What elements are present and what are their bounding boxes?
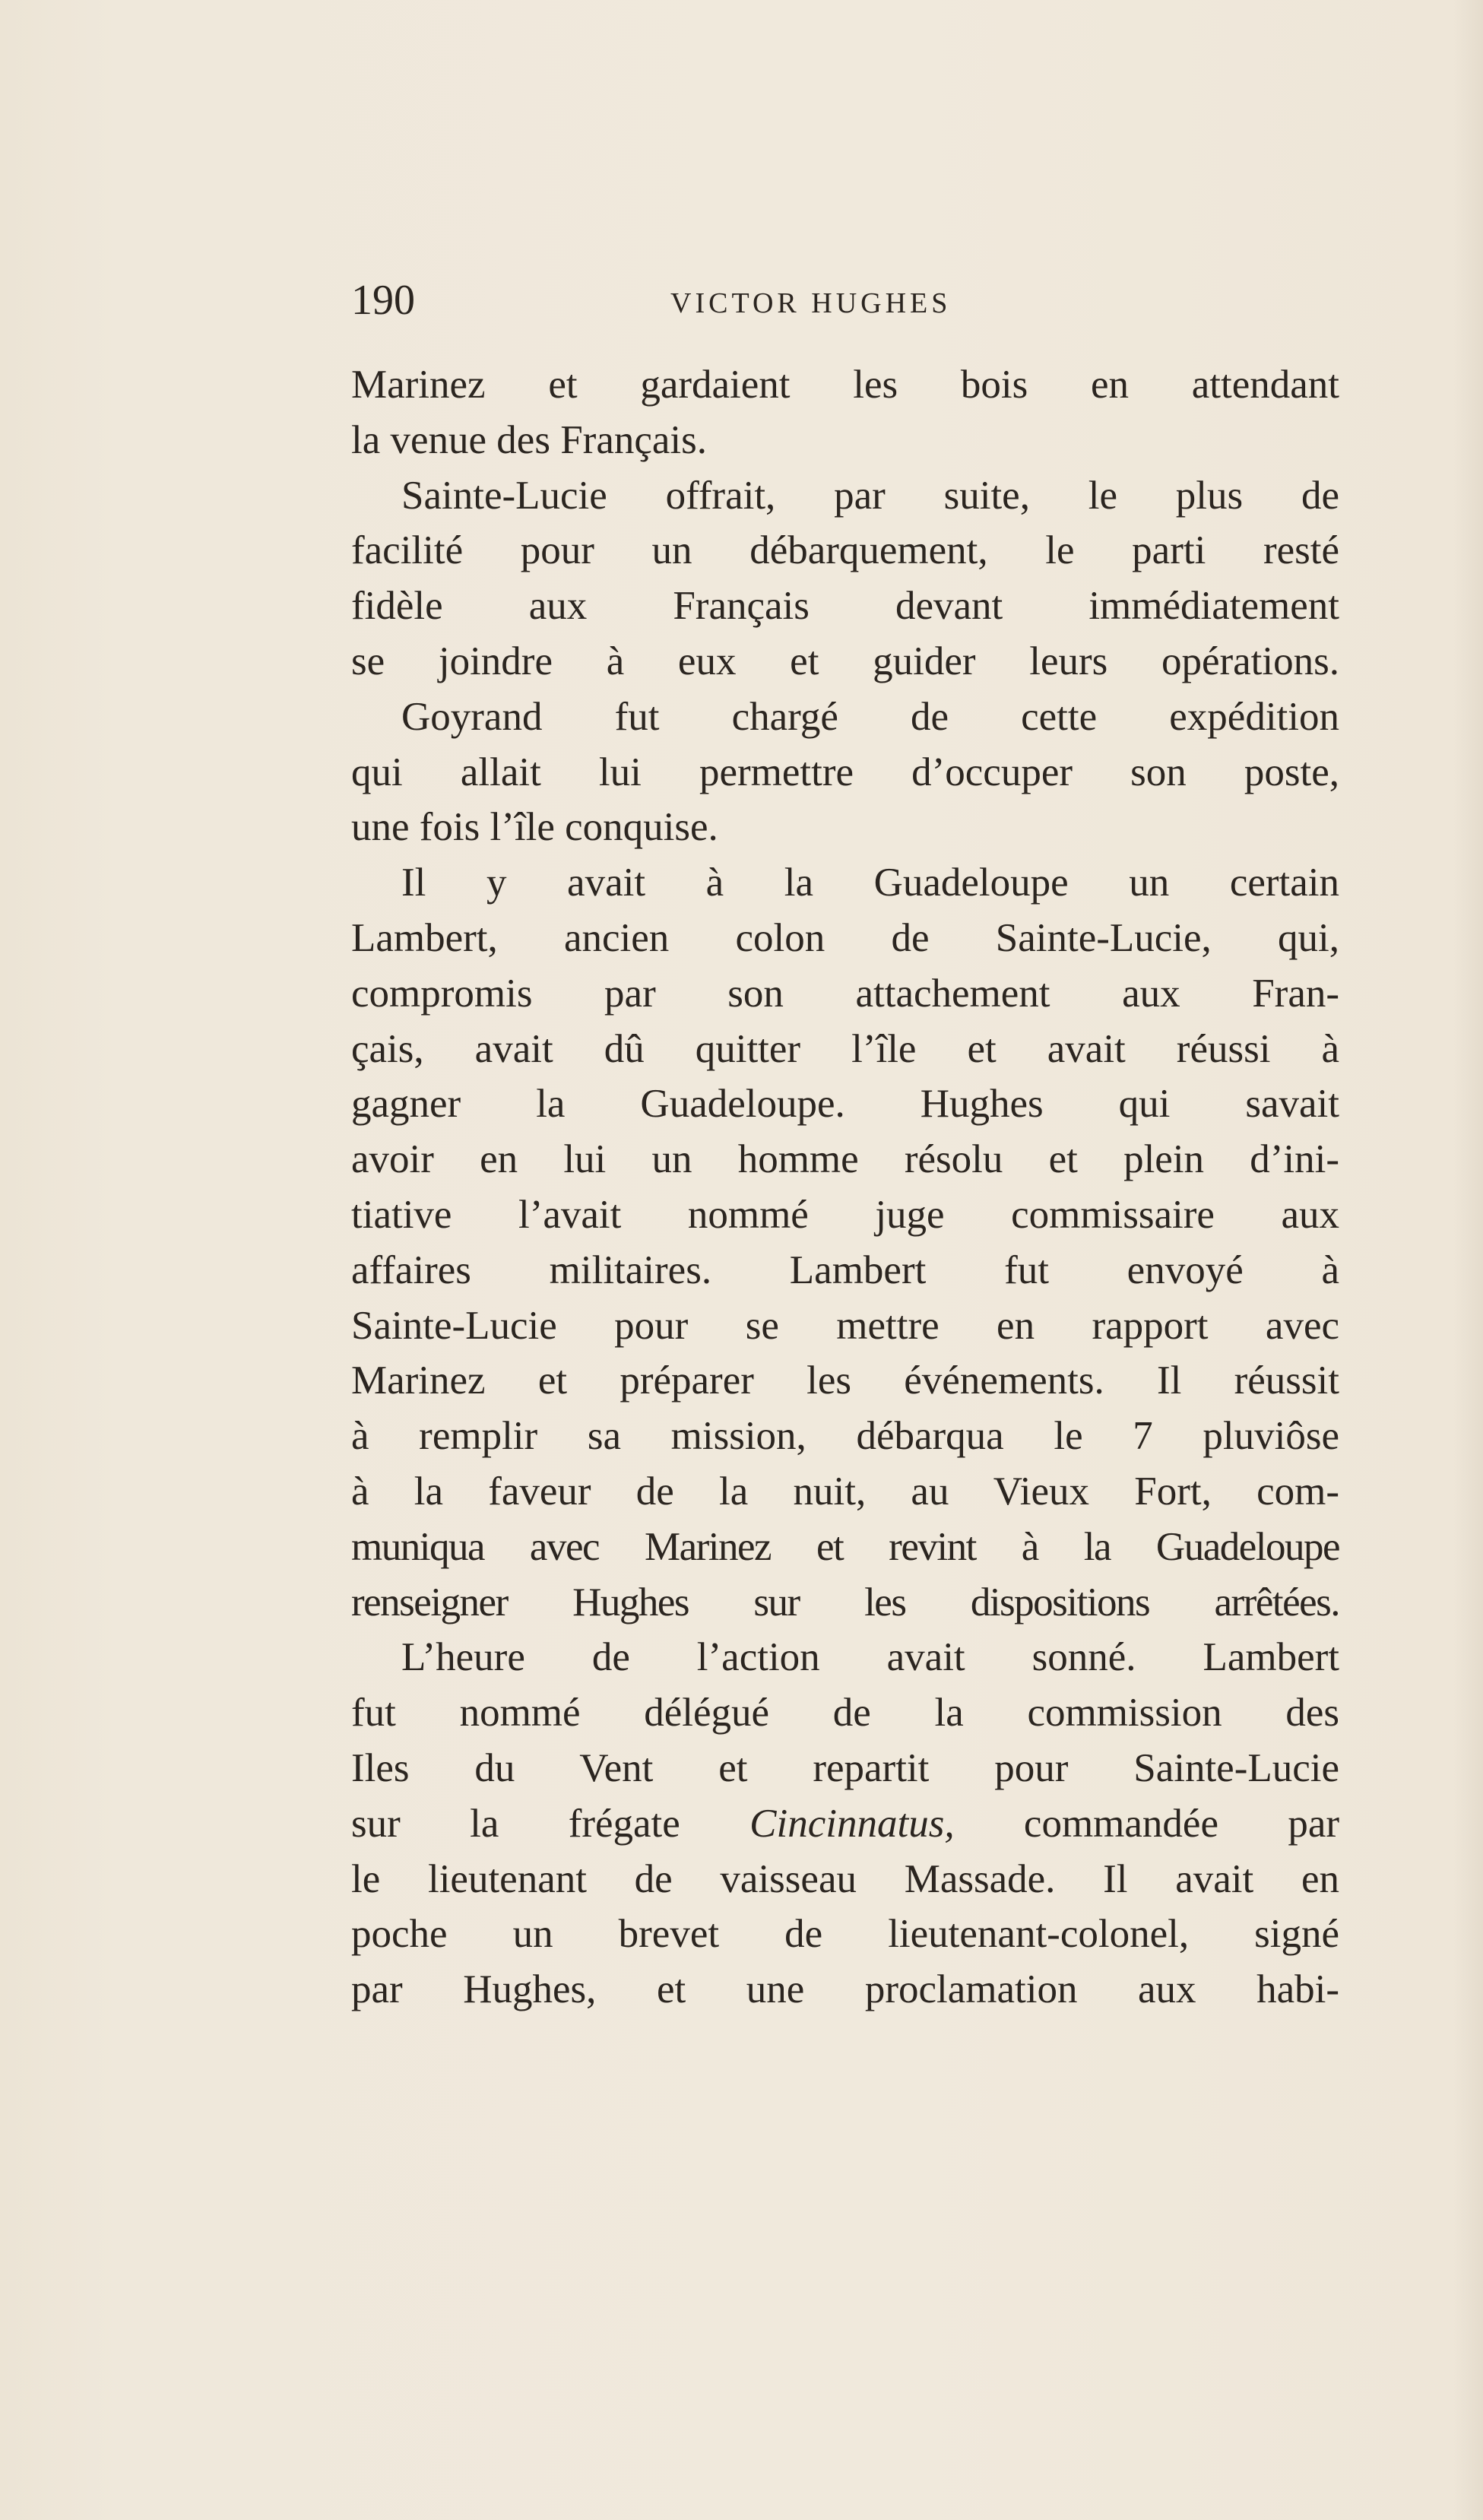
text-line: à la faveur de la nuit, au Vieux Fort, com- <box>351 1469 1339 1514</box>
text-line: Sainte-Lucie pour se mettre en rapport avec <box>351 1303 1339 1348</box>
line-text: commandée par <box>954 1801 1339 1846</box>
text-line: Goyrand fut chargé de cette expédition <box>401 694 1339 739</box>
text-line: avoir en lui un homme résolu et plein d’ini- <box>351 1137 1339 1182</box>
text-line: facilité pour un débarquement, le parti resté <box>351 528 1339 573</box>
text-line: Iles du Vent et repartit pour Sainte-Lucie <box>351 1745 1339 1790</box>
text-line: Marinez et préparer les événements. Il réussit <box>351 1358 1339 1403</box>
running-head: VICTOR HUGHES <box>670 287 952 319</box>
text-line: Lambert, ancien colon de Sainte-Lucie, qui, <box>351 915 1339 960</box>
body-text <box>351 357 1339 2018</box>
text-line: une fois l’île conquise. <box>351 805 718 850</box>
page-edge-shadow <box>1453 0 1483 2520</box>
text-line: affaires militaires. Lambert fut envoyé à <box>351 1247 1339 1292</box>
text-line: Marinez et gardaient les bois en attendant <box>351 363 1339 407</box>
text-line: qui allait lui permettre d’occuper son poste, <box>351 750 1339 794</box>
text-line: fut nommé délégué de la commission des <box>351 1691 1339 1735</box>
text-line: la venue des Français. <box>351 417 707 462</box>
text-line: par Hughes, et une proclamation aux habi- <box>351 1967 1339 2012</box>
page-header <box>351 274 1355 327</box>
text-line: se joindre à eux et guider leurs opérations. <box>351 639 1339 683</box>
text-line: L’heure de l’action avait sonné. Lambert <box>401 1635 1339 1680</box>
text-line <box>351 1796 1339 1852</box>
text-line: compromis par son attachement aux Fran- <box>351 971 1339 1016</box>
text-line: fidèle aux Français devant immédiatement <box>351 584 1339 629</box>
text-line: le lieutenant de vaisseau Massade. Il avait en <box>351 1856 1339 1901</box>
text-line: Sainte-Lucie offrait, par suite, le plus de <box>401 473 1339 518</box>
text-line: renseigner Hughes sur les dispositions arrêtées. <box>351 1580 1339 1625</box>
text-line: à remplir sa mission, débarqua le 7 pluviôse <box>351 1414 1339 1459</box>
ship-name-italic: Cincinnatus, <box>749 1801 955 1846</box>
line-text: sur la frégate <box>351 1801 750 1846</box>
text-line: muniqua avec Marinez et revint à la Guadeloupe <box>351 1524 1339 1569</box>
text-line: poche un brevet de lieutenant-colonel, signé <box>351 1912 1339 1957</box>
text-line: gagner la Guadeloupe. Hughes qui savait <box>351 1082 1339 1127</box>
text-line: tiative l’avait nommé juge commissaire aux <box>351 1192 1339 1237</box>
text-line: Il y avait à la Guadeloupe un certain <box>401 861 1339 905</box>
text-line: çais, avait dû quitter l’île et avait réussi à <box>351 1026 1339 1071</box>
page-number: 190 <box>351 277 415 324</box>
